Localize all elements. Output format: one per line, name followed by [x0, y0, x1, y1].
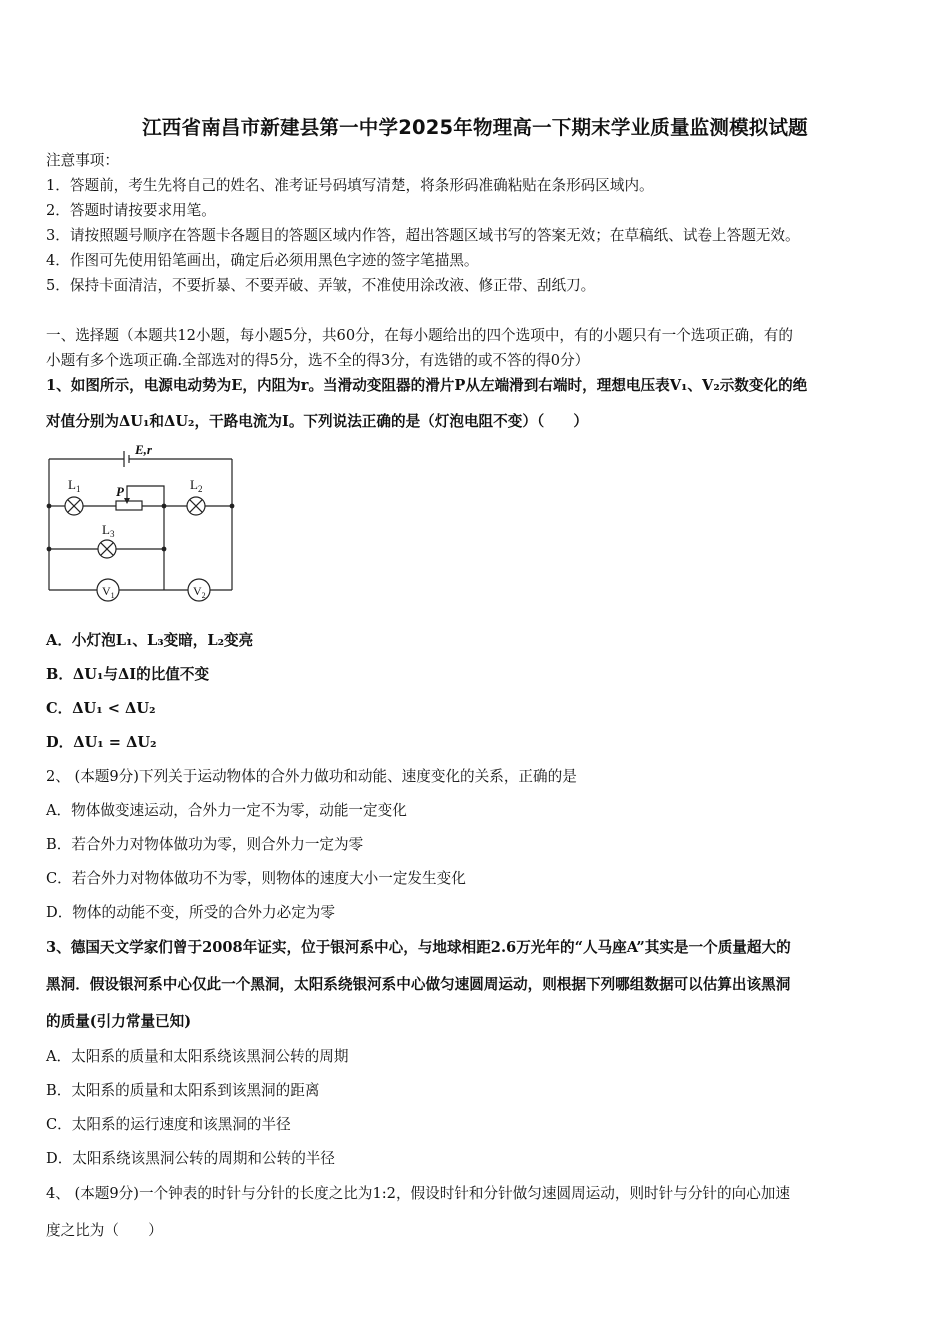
q3-option-d: D．太阳系绕该黑洞公转的周期和公转的半径	[46, 1150, 335, 1167]
rheostat	[116, 501, 142, 510]
junction-dot	[230, 504, 235, 509]
junction-dot	[47, 504, 52, 509]
q3-option-a: A．太阳系的质量和太阳系绕该黑洞公转的周期	[46, 1048, 349, 1065]
q3-stem-line1: 3、德国天文学家们曾于2008年证实，位于银河系中心，与地球相距2.6万光年的“人马座A”其实是一个质量超大的	[46, 939, 791, 956]
lamp-l2-label: $L_2$	[190, 477, 203, 494]
q4-stem-line1: 4、 (本题9分)一个钟表的时针与分针的长度之比为1:2，假设时针和分针做匀速圆周运动，则时针与分针的向心加速	[46, 1185, 790, 1202]
lamp-l3-icon	[98, 540, 116, 558]
section-instructions-line2: 小题有多个选项正确.全部选对的得5分，选不全的得3分，有选错的或不答的得0分）	[46, 352, 590, 369]
junction-dot	[47, 547, 52, 552]
lamp-l2-icon	[187, 497, 205, 515]
junction-dot	[162, 547, 167, 552]
q2-option-c: C．若合外力对物体做功不为零，则物体的速度大小一定发生变化	[46, 870, 466, 887]
notice-item-3: 3．请按照题号顺序在答题卡各题目的答题区域内作答，超出答题区域书写的答案无效；在草稿纸、试卷上答题无效。	[46, 227, 800, 244]
slider-label: P	[116, 484, 124, 499]
q1-option-a: A．小灯泡L₁、L₃变暗，L₂变亮	[46, 632, 254, 649]
q1-option-c: C．ΔU₁ < ΔU₂	[46, 700, 156, 717]
notice-item-4: 4．作图可先使用铅笔画出，确定后必须用黑色字迹的签字笔描黑。	[46, 252, 479, 269]
voltmeter-v2-label: $V_2$	[193, 584, 206, 600]
notice-heading: 注意事项：	[46, 152, 119, 169]
lamp-l1-label: $L_1$	[68, 477, 81, 494]
q2-option-d: D．物体的动能不变，所受的合外力必定为零	[46, 904, 335, 921]
slider-arm	[127, 486, 164, 506]
lamp-l3-label: $L_3$	[102, 522, 115, 539]
notice-item-5: 5．保持卡面清洁，不要折暴、不要弄破、弄皱，不准使用涂改液、修正带、刮纸刀。	[46, 277, 596, 294]
q1-stem-line2: 对值分别为ΔU₁和ΔU₂，干路电流为I。下列说法正确的是（灯泡电阻不变）（ ）	[46, 413, 589, 430]
q3-option-c: C．太阳系的运行速度和该黑洞的半径	[46, 1116, 291, 1133]
junction-dot	[162, 504, 167, 509]
q2-option-a: A．物体做变速运动，合外力一定不为零，动能一定变化	[46, 802, 407, 819]
lamp-l1-icon	[65, 497, 83, 515]
section-instructions-line1: 一、选择题（本题共12小题，每小题5分，共60分，在每小题给出的四个选项中，有的小题只有一个选项正确，有的	[46, 327, 793, 344]
notice-item-2: 2．答题时请按要求用笔。	[46, 202, 216, 219]
q3-option-b: B．太阳系的质量和太阳系到该黑洞的距离	[46, 1082, 320, 1099]
source-label: E,r	[135, 442, 152, 457]
q2-stem: 2、 (本题9分)下列关于运动物体的合外力做功和动能、速度变化的关系，正确的是	[46, 768, 577, 785]
circuit-diagram	[40, 438, 240, 604]
q1-option-d: D．ΔU₁ = ΔU₂	[46, 734, 157, 751]
voltmeter-v1-label: $V_1$	[102, 584, 115, 600]
q2-option-b: B．若合外力对物体做功为零，则合外力一定为零	[46, 836, 364, 853]
q4-stem-line2: 度之比为（ ）	[46, 1222, 163, 1239]
q3-stem-line2: 黑洞．假设银河系中心仅此一个黑洞，太阳系绕银河系中心做匀速圆周运动，则根据下列哪组数据可以估算出该黑洞	[46, 976, 791, 993]
q3-stem-line3: 的质量(引力常量已知)	[46, 1013, 192, 1030]
page-title: 江西省南昌市新建县第一中学2025年物理高一下期末学业质量监测模拟试题	[142, 116, 808, 139]
q1-option-b: B．ΔU₁与ΔI的比值不变	[46, 666, 210, 683]
notice-item-1: 1．答题前，考生先将自己的姓名、准考证号码填写清楚，将条形码准确粘贴在条形码区域内。	[46, 177, 654, 194]
q1-stem-line1: 1、如图所示，电源电动势为E，内阻为r。当滑动变阻器的滑片P从左端滑到右端时，理想电压表V₁、V₂示数变化的绝	[46, 377, 808, 394]
